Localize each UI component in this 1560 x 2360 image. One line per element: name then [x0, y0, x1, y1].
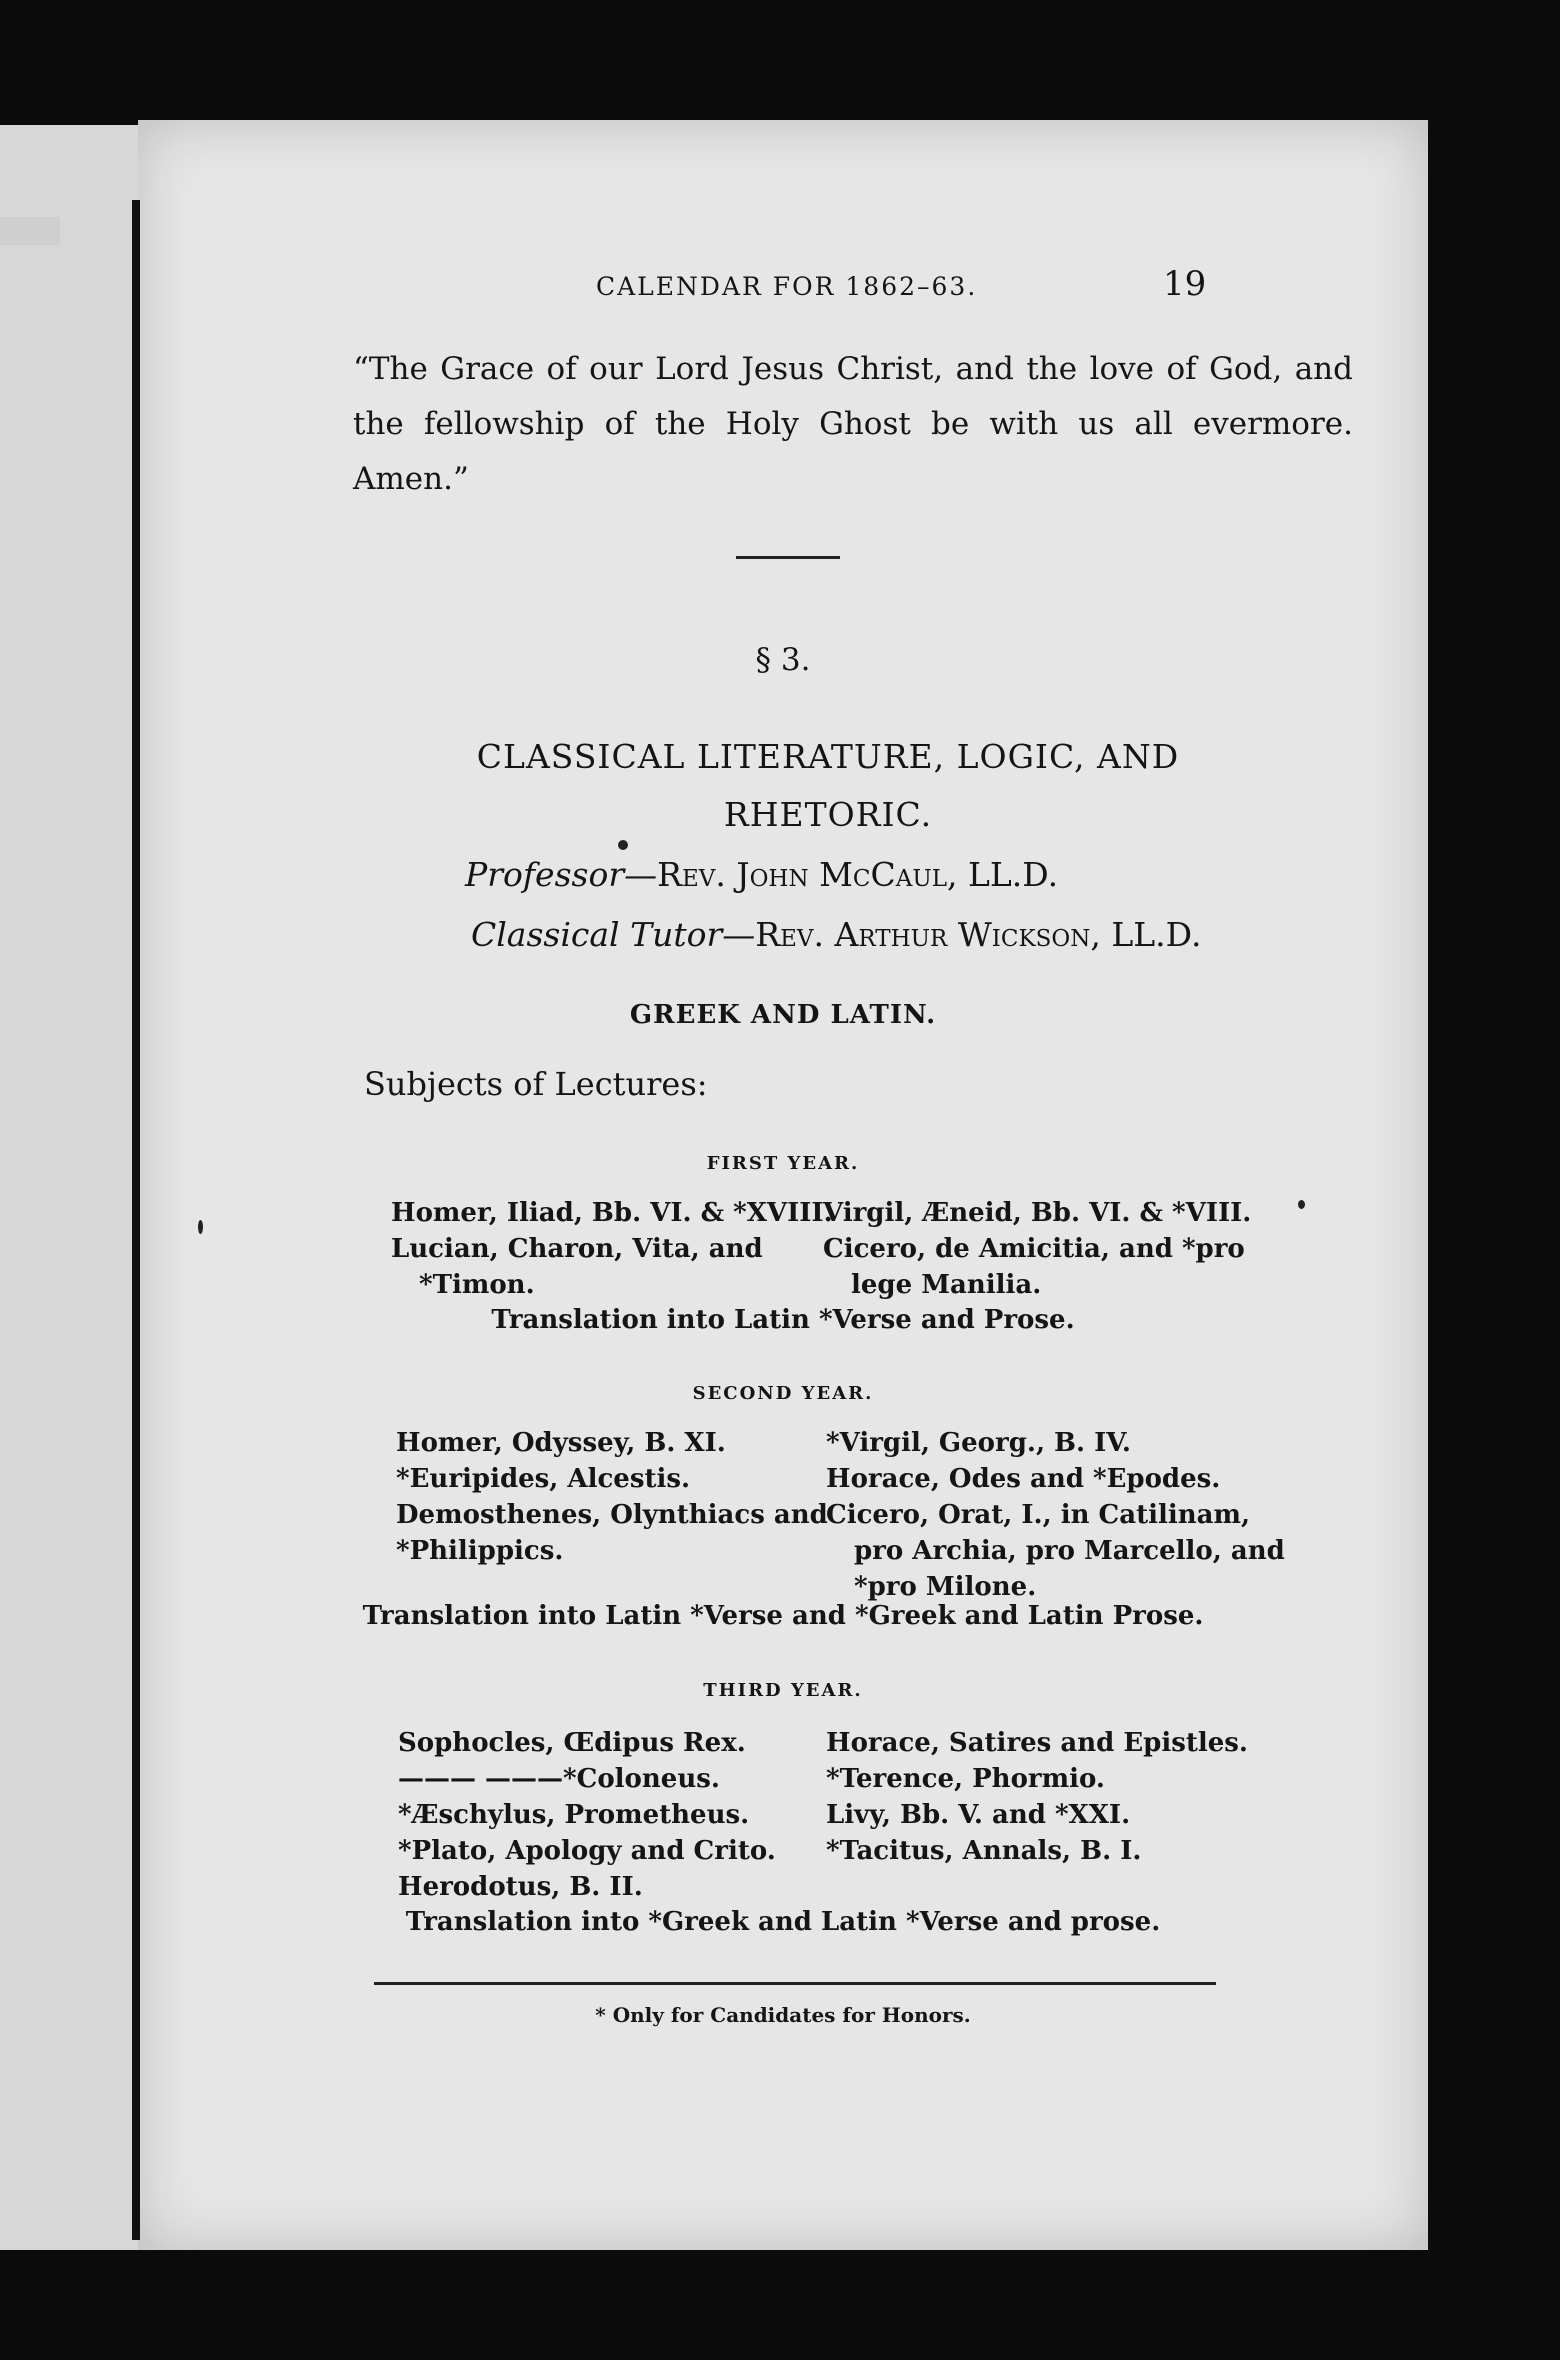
professor-name: Rev. John McCaul, LL.D.	[657, 855, 1059, 894]
subjects-label: Subjects of Lectures:	[364, 1065, 708, 1103]
course-line: Lucian, Charon, Vita, and	[391, 1234, 763, 1264]
benediction-paragraph: “The Grace of our Lord Jesus Christ, and the love of God, and the fellowship of the Holy Ghost be with us all evermore. Amen.”	[353, 351, 1353, 497]
course-line: *Plato, Apology and Crito.	[398, 1836, 776, 1866]
course-line: Horace, Odes and *Epodes.	[826, 1464, 1221, 1494]
scan-speck	[198, 1220, 203, 1234]
languages-heading: GREEK AND LATIN.	[629, 1000, 937, 1030]
course-line: pro Archia, pro Marcello, and	[854, 1536, 1285, 1566]
second-year-latin-column	[826, 1425, 1285, 1605]
course-line: *Timon.	[419, 1270, 535, 1300]
section-heading	[418, 728, 1238, 844]
translation-second-year: Translation into Latin *Verse and *Greek and Latin Prose.	[362, 1601, 1204, 1631]
first-year-latin-column	[823, 1195, 1251, 1303]
course-line: *pro Milone.	[854, 1572, 1037, 1602]
section-mark: § 3.	[755, 642, 811, 678]
tutor-line	[471, 915, 1201, 954]
running-head: CALENDAR FOR 1862–63.	[596, 272, 978, 301]
course-line: *Terence, Phormio.	[826, 1764, 1105, 1794]
page-number: 19	[1163, 264, 1207, 304]
first-year-greek-column	[391, 1195, 833, 1303]
translation-third-year: Translation into *Greek and Latin *Verse and prose.	[405, 1907, 1161, 1937]
course-line: lege Manilia.	[851, 1270, 1042, 1300]
book-page	[138, 120, 1428, 2250]
footnote-rule	[374, 1982, 1216, 1985]
professor-role: Professor—	[465, 855, 658, 894]
page-header	[138, 264, 1428, 322]
section-divider	[736, 556, 840, 559]
second-year-greek-column	[396, 1425, 828, 1569]
course-line: Sophocles, Œdipus Rex.	[398, 1728, 746, 1758]
third-year-latin-column	[826, 1725, 1248, 1869]
footnote: * Only for Candidates for Honors.	[595, 2003, 971, 2027]
course-line: Demosthenes, Olynthiacs and	[396, 1500, 828, 1530]
facing-page-edge	[0, 125, 142, 2250]
translation-first-year: Translation into Latin *Verse and Prose.	[491, 1305, 1075, 1335]
course-line: Homer, Odyssey, B. XI.	[396, 1428, 726, 1458]
tutor-role: Classical Tutor—	[471, 915, 756, 954]
section-heading-line-1: CLASSICAL LITERATURE, LOGIC, AND	[476, 737, 1180, 776]
course-line: Virgil, Æneid, Bb. VI. & *VIII.	[823, 1198, 1252, 1228]
course-line: *Virgil, Georg., B. IV.	[826, 1428, 1131, 1458]
course-line: Cicero, de Amicitia, and *pro	[823, 1234, 1245, 1264]
course-line: Herodotus, B. II.	[398, 1872, 643, 1902]
page-tab	[0, 217, 60, 245]
course-line: Cicero, Orat, I., in Catilinam,	[826, 1500, 1251, 1530]
year-heading-third: THIRD YEAR.	[703, 1680, 863, 1701]
third-year-greek-column	[398, 1725, 776, 1905]
professor-line	[465, 855, 1058, 894]
tutor-name: Rev. Arthur Wickson, LL.D.	[755, 915, 1202, 954]
course-line: ——— ———*Coloneus.	[398, 1764, 720, 1794]
course-line: Horace, Satires and Epistles.	[826, 1728, 1248, 1758]
year-heading-second: SECOND YEAR.	[692, 1383, 874, 1404]
course-line: *Philippics.	[396, 1536, 564, 1566]
course-line: Livy, Bb. V. and *XXI.	[826, 1800, 1131, 1830]
course-line: *Tacitus, Annals, B. I.	[826, 1836, 1142, 1866]
course-line: *Æschylus, Prometheus.	[398, 1800, 750, 1830]
scan-speck	[618, 840, 628, 850]
year-heading-first: FIRST YEAR.	[706, 1153, 860, 1174]
course-line: Homer, Iliad, Bb. VI. & *XVIII.	[391, 1198, 833, 1228]
scan-speck	[1298, 1200, 1305, 1209]
course-line: *Euripides, Alcestis.	[396, 1464, 691, 1494]
section-heading-line-2: RHETORIC.	[723, 795, 933, 834]
